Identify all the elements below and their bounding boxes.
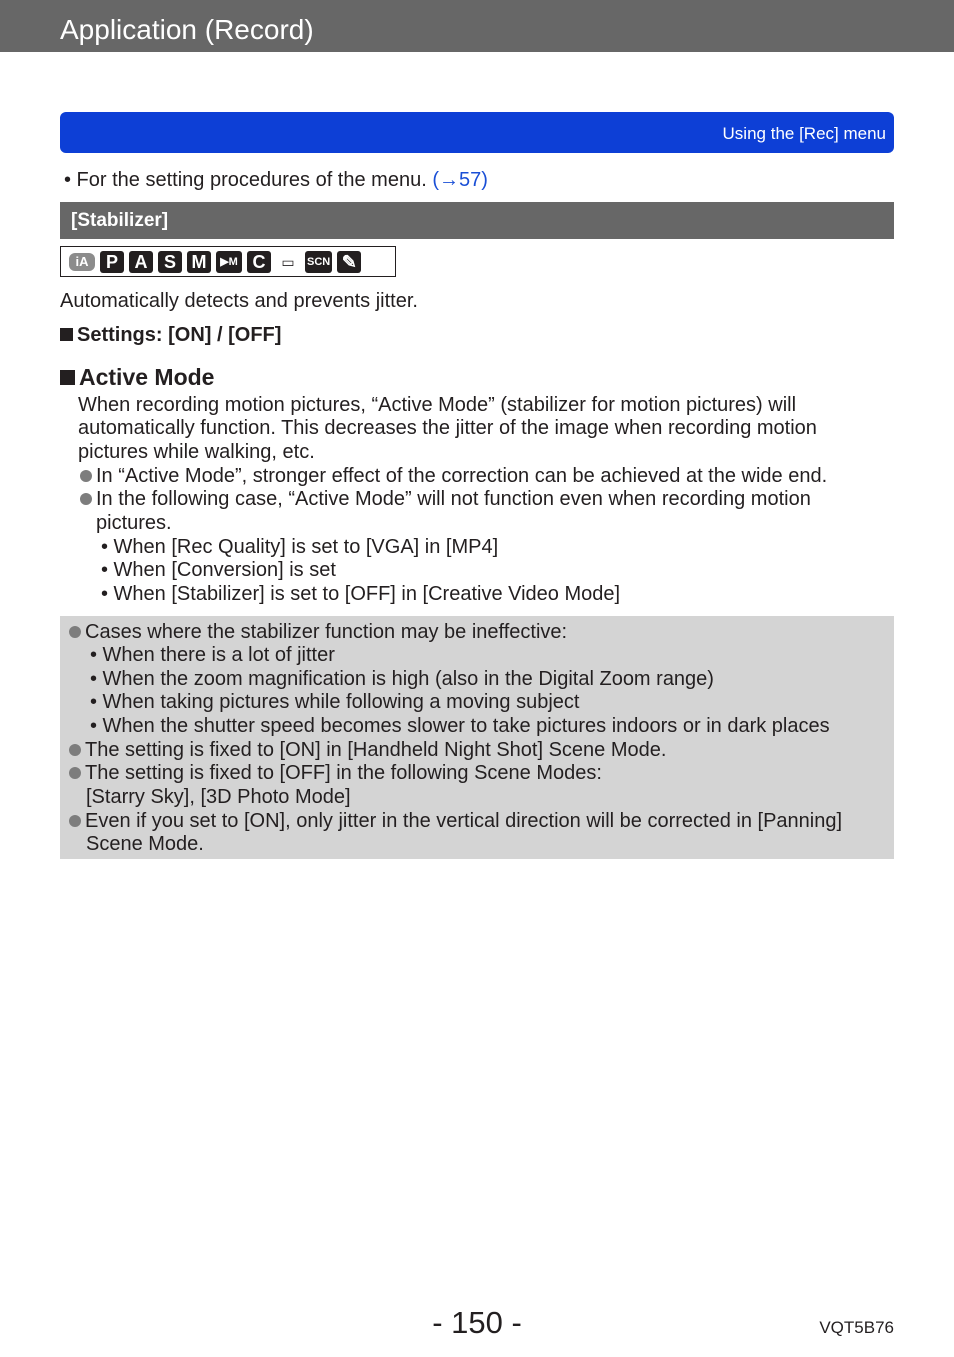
panorama-mode-icon: ▭	[281, 253, 295, 270]
note-bullet	[69, 621, 567, 645]
bullet-continuation: pictures.	[96, 512, 172, 534]
bullet-dot-icon	[80, 493, 92, 505]
note-text: Cases where the stabilizer function may be ineffective:	[85, 621, 568, 643]
manual-mode-icon: M	[187, 251, 211, 273]
note-bullet	[69, 762, 602, 786]
bullet-text: In “Active Mode”, stronger effect of the correction can be achieved at the wide end.	[96, 465, 828, 487]
page-number: - 150 -	[432, 1305, 522, 1340]
bullet-dot-icon	[69, 744, 81, 756]
section-label: Using the [Rec] menu	[722, 124, 886, 143]
intro-text: • For the setting procedures of the menu.	[64, 169, 433, 191]
settings-line	[60, 324, 281, 348]
bullet-dot-icon	[69, 815, 81, 827]
active-mode-heading-text: Active Mode	[79, 364, 215, 390]
note-text: Even if you set to [ON], only jitter in the vertical direction will be corrected in [Panning]	[85, 810, 843, 832]
intro-line	[64, 168, 488, 192]
section-bar	[60, 112, 894, 153]
active-mode-bullet	[80, 488, 811, 512]
active-mode-paragraph-line: When recording motion pictures, “Active Mode” (stabilizer for motion pictures) will	[78, 394, 797, 416]
sub-item: • When [Conversion] is set	[101, 559, 336, 581]
square-bullet-icon	[60, 370, 75, 385]
custom-mode-icon: C	[247, 251, 271, 273]
bullet-text: In the following case, “Active Mode” will not function even when recording motion	[96, 488, 811, 510]
note-text: The setting is fixed to [ON] in [Handheld Night Shot] Scene Mode.	[85, 739, 667, 761]
note-sub-item: • When the shutter speed becomes slower to take pictures indoors or in dark places	[90, 715, 830, 737]
header-bar	[0, 0, 954, 52]
note-bullet	[69, 739, 666, 763]
program-mode-icon: P	[100, 251, 124, 273]
settings-text: Settings: [ON] / [OFF]	[77, 324, 282, 346]
stabilizer-title: [Stabilizer]	[71, 210, 169, 231]
scene-mode-icon: SCN	[305, 251, 332, 273]
aperture-mode-icon: A	[129, 251, 153, 273]
page-link[interactable]: (→57)	[432, 169, 488, 191]
active-mode-bullet	[80, 465, 827, 489]
bullet-dot-icon	[80, 470, 92, 482]
active-mode-paragraph-line: automatically function. This decreases the jitter of the image when recording motion	[78, 417, 817, 439]
active-mode-heading	[60, 364, 214, 390]
note-sub-item: • When there is a lot of jitter	[90, 644, 335, 666]
document-code: VQT5B76	[819, 1318, 894, 1337]
note-sub-item: • When taking pictures while following a moving subject	[90, 691, 580, 713]
sub-item: • When [Stabilizer] is set to [OFF] in [Creative Video Mode]	[101, 583, 621, 605]
bullet-dot-icon	[69, 767, 81, 779]
active-mode-paragraph-line: pictures while walking, etc.	[78, 441, 315, 463]
creative-control-mode-icon: ✎	[337, 251, 361, 273]
stabilizer-description: Automatically detects and prevents jitter.	[60, 290, 418, 312]
shutter-mode-icon: S	[158, 251, 182, 273]
square-bullet-icon	[60, 328, 73, 341]
creative-video-mode-icon: ▶M	[216, 251, 242, 273]
page-title: Application (Record)	[60, 14, 314, 45]
intelligent-auto-mode-icon: iA	[69, 253, 95, 271]
note-continuation: Scene Mode.	[86, 833, 204, 855]
mode-icon-strip	[60, 246, 396, 277]
sub-item: • When [Rec Quality] is set to [VGA] in [MP4]	[101, 536, 499, 558]
bullet-dot-icon	[69, 626, 81, 638]
note-text: The setting is fixed to [OFF] in the following Scene Modes:	[85, 762, 602, 784]
note-bullet	[69, 810, 842, 834]
note-sub-item: • When the zoom magnification is high (also in the Digital Zoom range)	[90, 668, 714, 690]
note-continuation: [Starry Sky], [3D Photo Mode]	[86, 786, 351, 808]
stabilizer-title-bar	[60, 202, 894, 239]
